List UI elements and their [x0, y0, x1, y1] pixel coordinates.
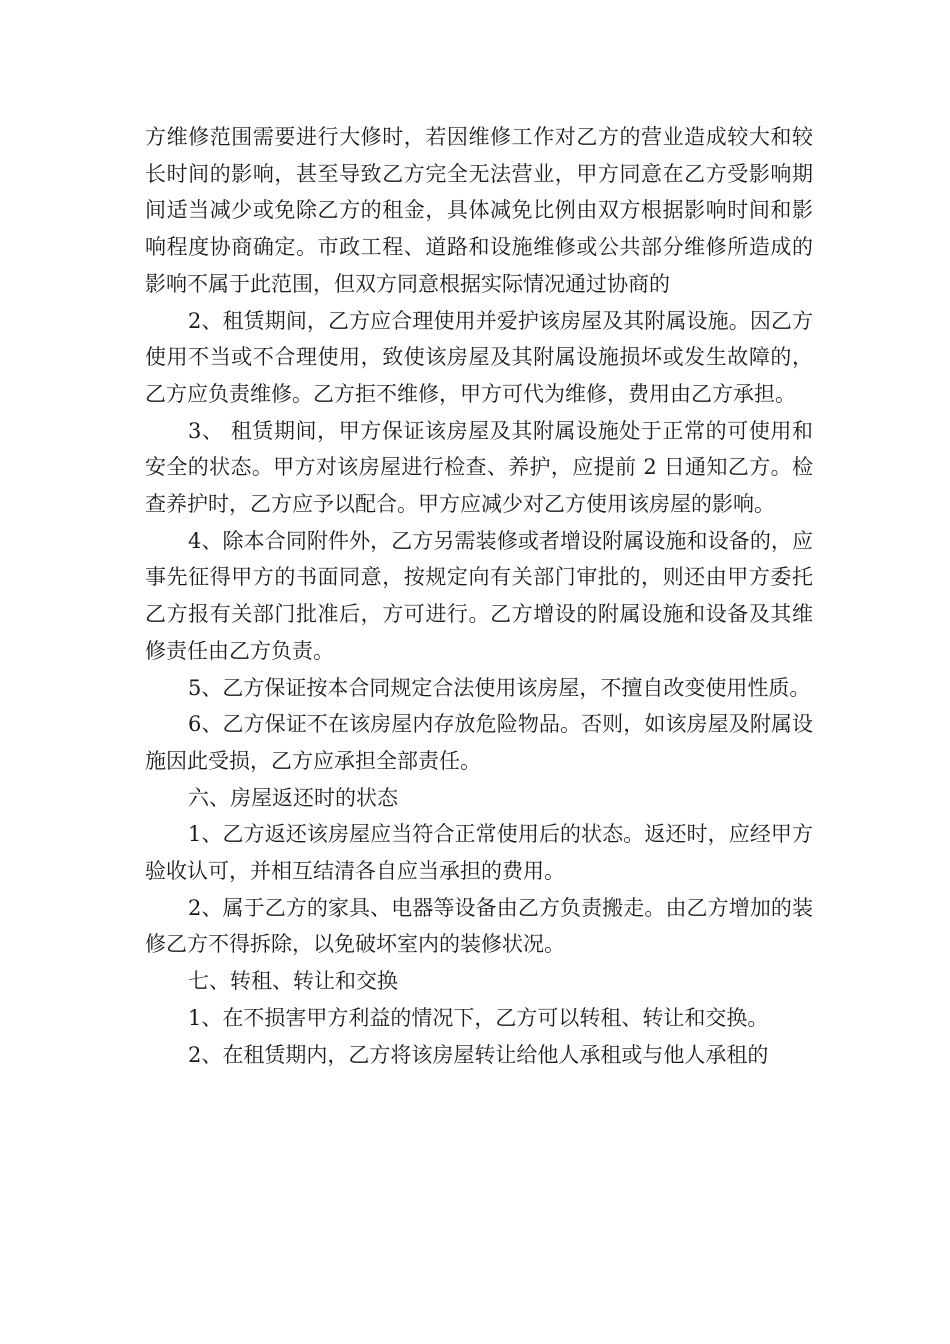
paragraph-return-clause-1: 1、乙方返还该房屋应当符合正常使用后的状态。返还时，应经甲方验收认可，并相互结清各自应当承担的费用。	[145, 822, 813, 884]
paragraph-clause-6: 6、乙方保证不在该房屋内存放危险物品。否则，如该房屋及附属设施因此受损，乙方应承担全部责任。	[145, 712, 813, 773]
paragraph-return-clause-2: 2、属于乙方的家具、电器等设备由乙方负责搬走。由乙方增加的装修乙方不得拆除，以免破坏室内的装修状况。	[145, 895, 813, 957]
paragraph-sublease-clause-1: 1、在不损害甲方利益的情况下，乙方可以转租、转让和交换。	[188, 1005, 769, 1030]
paragraph-clause-3: 3、 租赁期间，甲方保证该房屋及其附属设施处于正常的可使用和安全的状态。甲方对该房屋进行检查、养护，应提前 2 日通知乙方。检查养护时，乙方应予以配合。甲方应减少对乙方使用该房屋的影响。	[145, 418, 813, 517]
paragraph-clause-5: 5、乙方保证按本合同规定合法使用该房屋，不擅自改变使用性质。	[188, 675, 811, 700]
section-heading-return-state: 六、房屋返还时的状态	[188, 785, 398, 810]
paragraph-clause-4: 4、除本合同附件外，乙方另需装修或者增设附属设施和设备的，应事先征得甲方的书面同意，按规定向有关部门审批的，则还由甲方委托乙方报有关部门批准后，方可进行。乙方增设的附属设施和设备及其维修责任由乙方负责。	[145, 528, 813, 663]
document-body	[145, 119, 813, 1073]
paragraph-clause-2: 2、租赁期间，乙方应合理使用并爱护该房屋及其附属设施。因乙方使用不当或不合理使用，致使该房屋及其附属设施损坏或发生故障的，乙方应负责维修。乙方拒不维修，甲方可代为维修，费用由乙方承担。	[145, 308, 813, 406]
paragraph-sublease-clause-2: 2、在租赁期内，乙方将该房屋转让给他人承租或与他人承租的	[188, 1042, 769, 1067]
paragraph-maintenance-continued: 方维修范围需要进行大修时，若因维修工作对乙方的营业造成较大和较长时间的影响，甚至导致乙方完全无法营业，甲方同意在乙方受影响期间适当减少或免除乙方的租金，具体减免比例由双方根据影响时间和影响程度协商确定。市政工程、道路和设施维修或公共部分维修所造成的影响不属于此范围，但双方同意根据实际情况通过协商的	[145, 125, 813, 296]
section-heading-sublease: 七、转租、转让和交换	[188, 969, 398, 994]
